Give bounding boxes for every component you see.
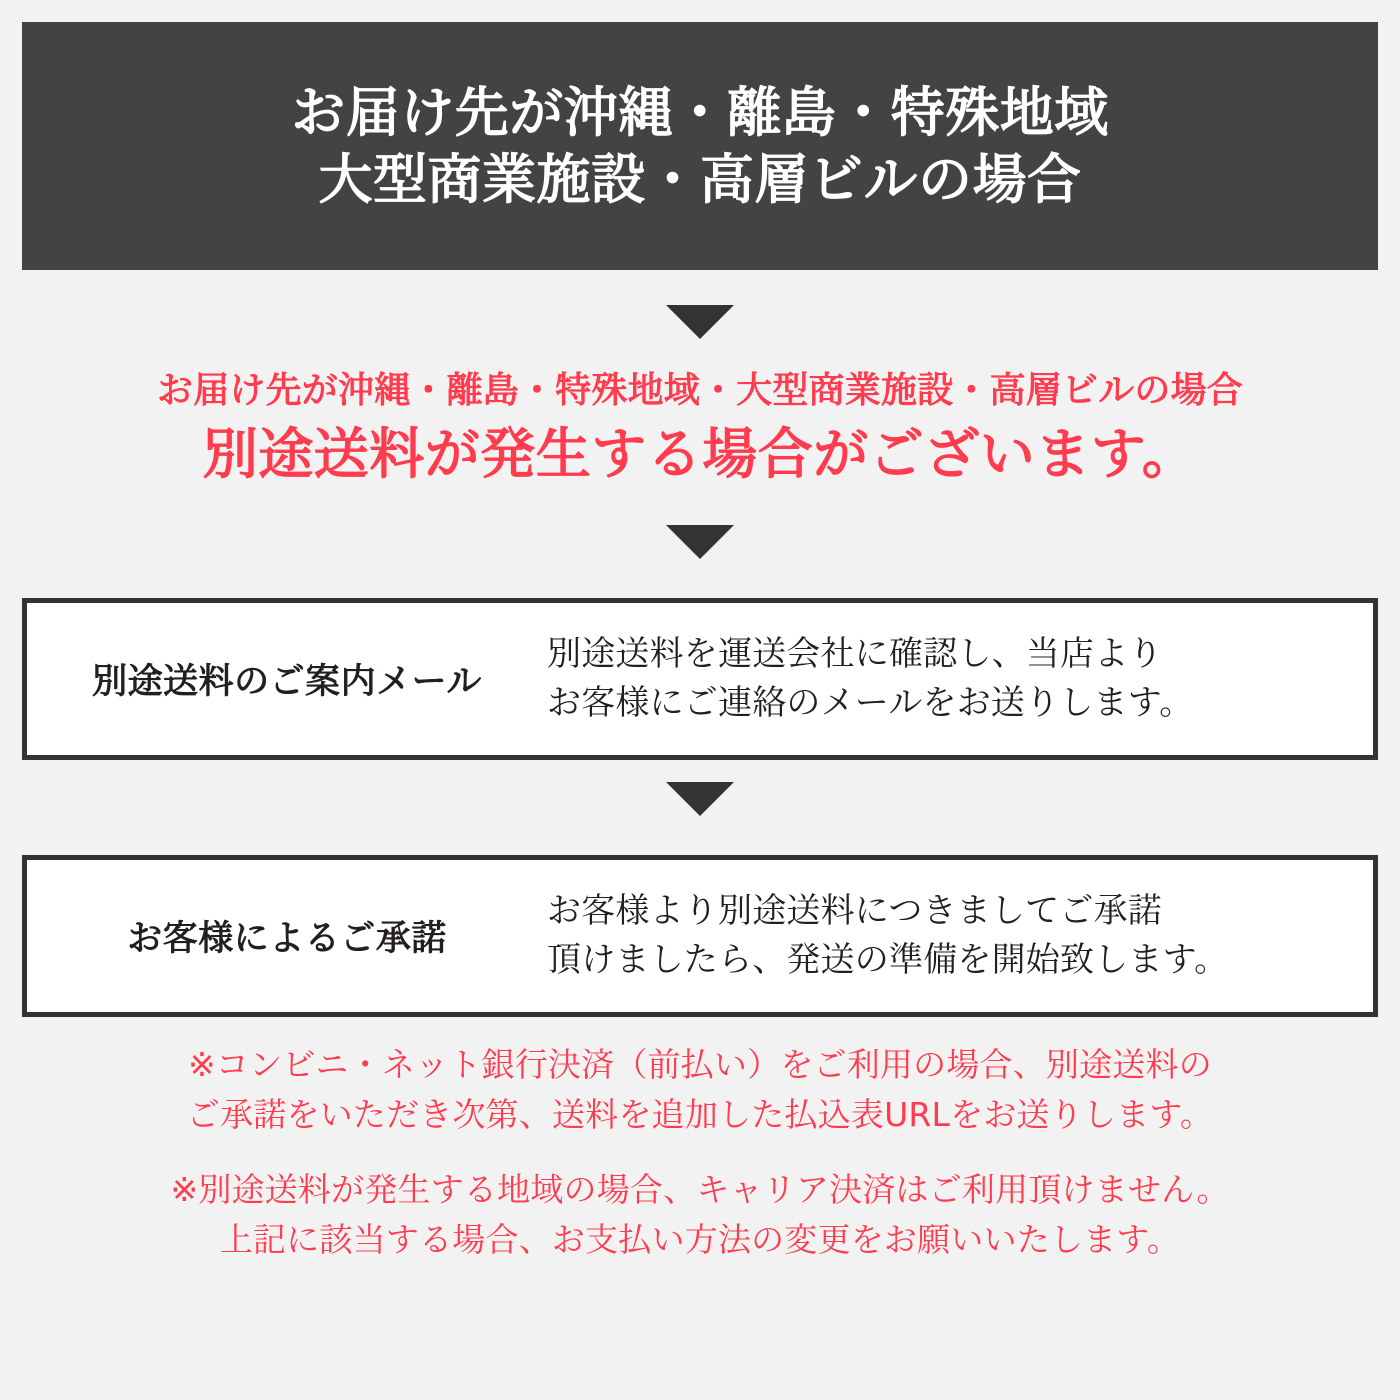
step-description-2-line-1: お客様より別途送料につきましてご承諾 [547,890,1162,931]
step-description-2 [547,887,1373,986]
note-1-line-2: ご承諾をいただき次第、送料を追加した払込表URLをお送りします。 [186,1094,1214,1134]
note-1-line-1: ※コンビニ・ネット銀行決済（前払い）をご利用の場合、別途送料の [188,1045,1212,1084]
note-2-line-1: ※別途送料が発生する地域の場合、キャリア決済はご利用頂けません。 [170,1170,1230,1209]
triangle-down-icon [666,525,734,559]
step-description-1-line-1: 別途送料を運送会社に確認し、当店より [547,633,1163,674]
note-item [0,1040,1400,1139]
triangle-down-icon [666,305,734,339]
note-item [0,1165,1400,1264]
emphasis-subtitle: お届け先が沖縄・離島・特殊地域・大型商業施設・高層ビルの場合 [156,370,1243,411]
step-box-customer-approval [22,855,1378,1017]
step-label-1: 別途送料のご案内メール [92,662,482,702]
header-banner [22,22,1378,270]
emphasis-block [0,368,1400,491]
step-description-1-line-2: お客様にご連絡のメールをお送りします。 [547,683,1194,723]
triangle-down-icon [666,782,734,816]
step-description-2-line-2: 頂けましたら、発送の準備を開始致します。 [547,940,1229,980]
step-box-email-notice [22,598,1378,760]
emphasis-headline: 別途送料が発生する場合がございます。 [202,422,1198,486]
note-2-line-2: 上記に該当する場合、お支払い方法の変更をお願いいたします。 [219,1219,1181,1259]
header-title-line-1: お届け先が沖縄・離島・特殊地域 [291,80,1109,144]
header-title-line-2: 大型商業施設・高層ビルの場合 [318,148,1082,211]
step-label-2: お客様によるご承諾 [127,919,447,959]
footer-notes [0,1040,1400,1264]
step-description-1 [547,630,1373,729]
